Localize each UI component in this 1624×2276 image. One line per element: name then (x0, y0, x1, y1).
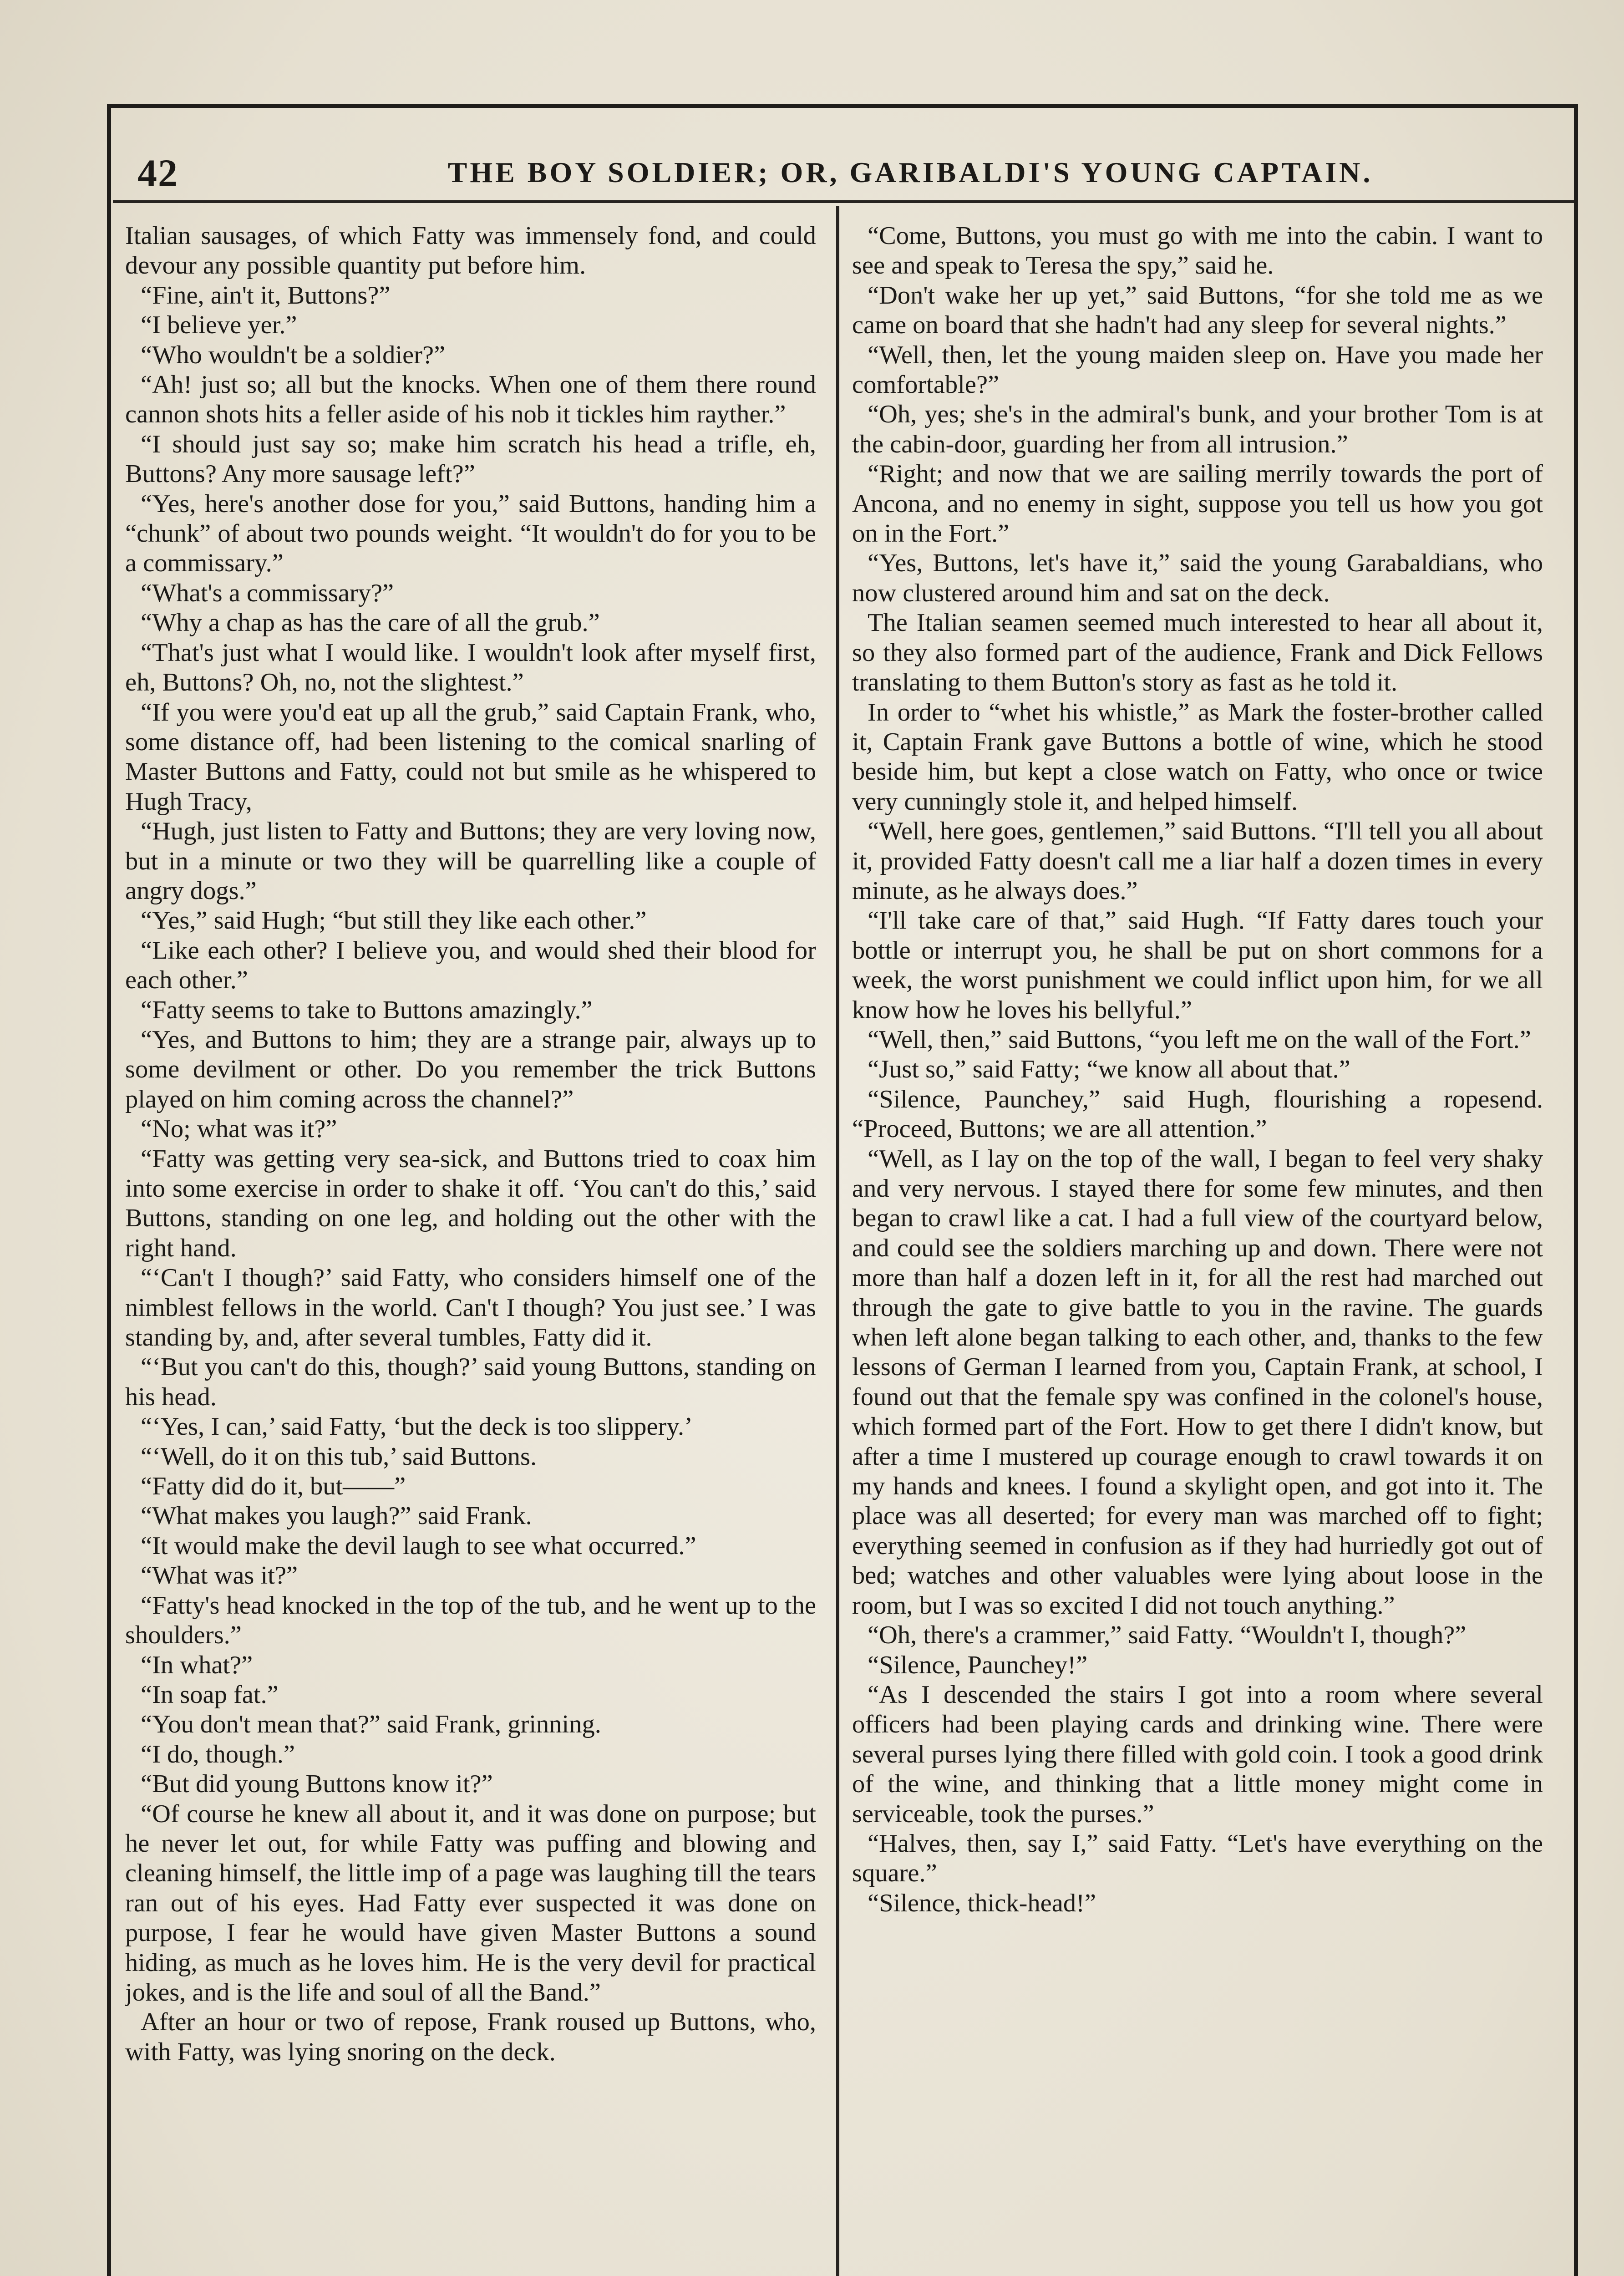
paragraph: “Fatty did do it, but——” (141, 1472, 406, 1501)
paragraph: “Why a chap as has the care of all the grub.” (141, 609, 600, 637)
paragraph: “Yes,” said Hugh; “but still they like each other.” (141, 906, 647, 935)
paragraph: “Silence, Paunchey,” said Hugh, flourishing a ropesend. “Proceed, Buttons; we are all attention.” (852, 1085, 1543, 1143)
paragraph: “You don't mean that?” said Frank, grinning. (141, 1710, 601, 1739)
paragraph: Italian sausages, of which Fatty was immensely fond, and could devour any possible quantity put before him. (125, 222, 816, 280)
paragraph: “Yes, here's another dose for you,” said Buttons, handing him a “chunk” of about two pounds weight. “It wouldn't do for you to be a commissary.” (125, 489, 816, 578)
paragraph: “Fatty was getting very sea-sick, and Buttons tried to coax him into some exercise in order to shake it off. ‘You can't do this,’ said Buttons, standing on one leg, and holding out the other with the right hand. (125, 1144, 816, 1262)
paragraph: “Well, as I lay on the top of the wall, I began to feel very shaky and very nervous. I stayed there for some few minutes, and then began to crawl like a cat. I had a full view of the courtyard below, and could see the soldiers marching up and down. There were not more than half a dozen left in it, for all the rest had marched out through the gate to give battle to you in the ravine. The guards when left alone began talking to each other, and, thanks to the few lessons of German I learned from you, Captain Frank, at school, I found out that the female spy was confined in the colonel's house, which formed part of the Fort. How to get there I didn't know, but after a time I mustered up courage enough to crawl towards it on my hands and knees. I found a skylight open, and got into it. The place was all deserted; for every man was marched off to fight; everything seemed in confusion as if they had hurriedly got out of bed; watches and other valuables were lying about loose in the room, but I was so excited I did not touch anything.” (852, 1144, 1543, 1620)
paragraph: “In soap fat.” (141, 1680, 279, 1709)
paragraph: “Fatty seems to take to Buttons amazingly.” (141, 996, 593, 1024)
paragraph: “I believe yer.” (141, 311, 297, 340)
paragraph: After an hour or two of repose, Frank roused up Buttons, who, with Fatty, was lying snoring on the deck. (125, 2008, 816, 2066)
paragraph: “What makes you laugh?” said Frank. (141, 1502, 532, 1530)
paragraph: “Come, Buttons, you must go with me into the cabin. I want to see and speak to Teresa the spy,” said he. (852, 222, 1543, 280)
paragraph: “Like each other? I believe you, and would shed their blood for each other.” (125, 936, 816, 995)
paragraph: “Oh, there's a crammer,” said Fatty. “Wouldn't I, though?” (868, 1621, 1467, 1650)
paragraph: “‘Yes, I can,’ said Fatty, ‘but the deck is too slippery.’ (141, 1412, 693, 1441)
page-number: 42 (137, 151, 178, 195)
paragraph: “Of course he knew all about it, and it was done on purpose; but he never let out, for while Fatty was puffing and blowing and cleaning himself, the little imp of a page was laughing till the tears ran out of his eyes. Had Fatty ever suspected it was done on purpose, I fear he would have given Master Buttons a sound hiding, as much as he loves him. He is the very devil for practical jokes, and is the life and soul of all the Band.” (125, 1799, 816, 2007)
page-header (132, 146, 1570, 214)
column-divider (836, 206, 839, 2276)
paragraph: “No; what was it?” (141, 1115, 337, 1143)
paragraph: “Just so,” said Fatty; “we know all about that.” (868, 1055, 1350, 1084)
paragraph: “Well, then,” said Buttons, “you left me on the wall of the Fort.” (868, 1025, 1531, 1054)
paragraph: “‘But you can't do this, though?’ said young Buttons, standing on his head. (125, 1353, 816, 1411)
paragraph: “I'll take care of that,” said Hugh. “If Fatty dares touch your bottle or interrupt you, he shall be put on short commons for a week, the worst punishment we could inflict upon him, for we all know how he loves his bellyful.” (852, 906, 1543, 1024)
paragraph: “I do, though.” (141, 1740, 295, 1768)
paragraph: “Don't wake her up yet,” said Buttons, “for she told me as we came on board that she hadn't had any sleep for several nights.” (852, 281, 1543, 340)
paragraph: “It would make the devil laugh to see what occurred.” (141, 1531, 696, 1560)
paragraph: “Yes, and Buttons to him; they are a strange pair, always up to some devilment or other. Do you remember the trick Buttons played on him coming across the channel?” (125, 1025, 816, 1113)
paragraph: “I should just say so; make him scratch his head a trifle, eh, Buttons? Any more sausage left?” (125, 430, 816, 488)
paragraph: “Hugh, just listen to Fatty and Buttons; they are very loving now, but in a minute or two they will be quarrelling like a couple of angry dogs.” (125, 817, 816, 905)
paragraph: “If you were you'd eat up all the grub,” said Captain Frank, who, some distance off, had been listening to the comical snarling of Master Buttons and Fatty, could not but smile as he whispered to Hugh Tracy, (125, 698, 816, 816)
paragraph: “Yes, Buttons, let's have it,” said the young Garabaldians, who now clustered around him and sat on the deck. (852, 549, 1543, 607)
paragraph: “‘Can't I though?’ said Fatty, who considers himself one of the nimblest fellows in the world. Can't I though? You just see.’ I was standing by, and, after several tumbles, Fatty did it. (125, 1264, 816, 1352)
paragraph: “In what?” (141, 1651, 253, 1679)
paragraph: “‘Well, do it on this tub,’ said Buttons. (141, 1442, 537, 1471)
paragraph: “Who wouldn't be a soldier?” (141, 340, 446, 369)
paragraph: “Oh, yes; she's in the admiral's bunk, and your brother Tom is at the cabin-door, guarding her from all intrusion.” (852, 400, 1543, 458)
left-column (125, 221, 816, 2276)
paragraph: “What's a commissary?” (141, 579, 394, 607)
paragraph: “Fatty's head knocked in the top of the tub, and he went up to the shoulders.” (125, 1591, 816, 1650)
paragraph: “Well, then, let the young maiden sleep on. Have you made her comfortable?” (852, 340, 1543, 399)
paragraph: “As I descended the stairs I got into a room where several officers had been playing cards and drinking wine. There were several purses lying there filled with gold coin. I took a good drink of the wine, and thinking that a little money might come in serviceable, took the purses.” (852, 1680, 1543, 1828)
paragraph: “Halves, then, say I,” said Fatty. “Let's have everything on the square.” (852, 1829, 1543, 1888)
paragraph: “Ah! just so; all but the knocks. When one of them there round cannon shots hits a feller aside of his nob it tickles him rayther.” (125, 371, 816, 429)
paragraph: “Silence, thick-head!” (868, 1889, 1096, 1917)
paragraph: The Italian seamen seemed much interested to hear all about it, so they also formed part of the audience, Frank and Dick Fellows translating to them Button's story as fast as he told it. (852, 609, 1543, 697)
paragraph: “Right; and now that we are sailing merrily towards the port of Ancona, and no enemy in sight, suppose you tell us how you got on in the Fort.” (852, 460, 1543, 548)
paragraph: “But did young Buttons know it?” (141, 1770, 493, 1798)
right-column (852, 221, 1543, 2276)
paragraph: “That's just what I would like. I wouldn't look after myself first, eh, Buttons? Oh, no, not the slightest.” (125, 638, 816, 697)
paragraph: “Fine, ain't it, Buttons?” (141, 281, 391, 310)
header-rule (113, 200, 1574, 203)
paragraph: In order to “whet his whistle,” as Mark the foster-brother called it, Captain Frank gave Buttons a bottle of wine, which he stood beside him, but kept a close watch on Fatty, who once or twice very cunningly stole it, and helped himself. (852, 698, 1543, 816)
paragraph: “What was it?” (141, 1561, 298, 1590)
running-title: THE BOY SOLDIER; OR, GARIBALDI'S YOUNG CAPTAIN. (447, 156, 1373, 188)
paragraph: “Well, here goes, gentlemen,” said Buttons. “I'll tell you all about it, provided Fatty doesn't call me a liar half a dozen times in every minute, as he always does.” (852, 817, 1543, 905)
paragraph: “Silence, Paunchey!” (868, 1651, 1088, 1679)
